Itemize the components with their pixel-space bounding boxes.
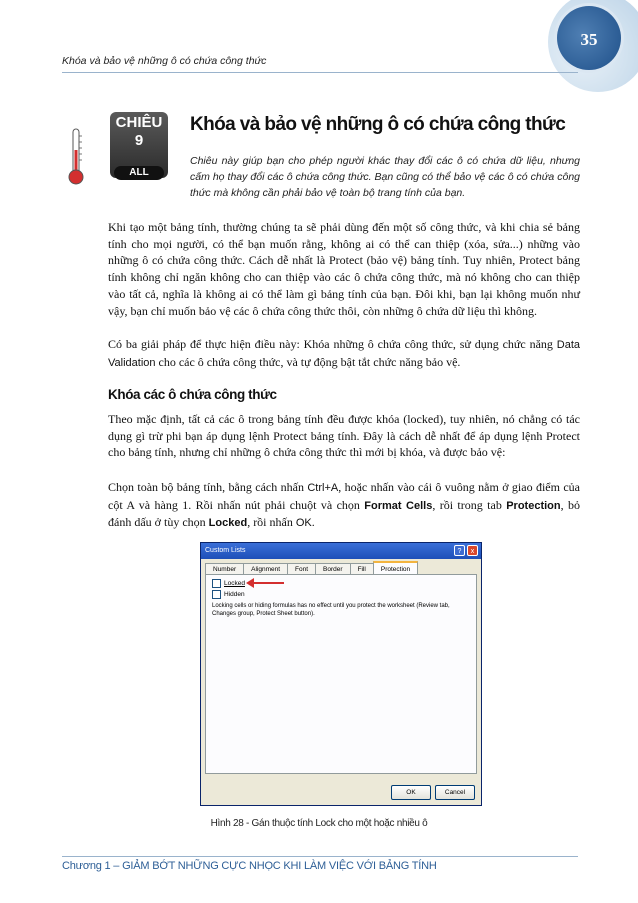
running-header: Khóa và bảo vệ những ô có chứa công thức [62, 55, 267, 67]
locked-checkbox[interactable] [212, 579, 221, 588]
footer-rule [62, 856, 578, 857]
tab-font[interactable]: Font [287, 563, 316, 575]
tab-alignment[interactable]: Alignment [243, 563, 288, 575]
para4-text-b: , hoặc nhấn vào cái ô vuông nằm ở giao điểm của cột A và hàng 1. Rồi nhấn nút phải chuột và chọn [108, 480, 581, 512]
locked-checkbox-row[interactable] [212, 579, 245, 588]
tab-fill[interactable]: Fill [350, 563, 374, 575]
chapter-footer: Chương 1 – GIẢM BỚT NHỮNG CỰC NHỌC KHI LÀM VIỆC VỚI BẢNG TÍNH [62, 860, 437, 872]
tip-description: Chiêu này giúp bạn cho phép người khác thay đổi các ô có chứa dữ liệu, nhưng cấm họ thay đổi các ô chứa công thức. Bạn cũng có thể bảo vệ các ô có chứa công thức mà không cần phải bảo vệ toàn bộ trang tính của bạn. [190, 155, 580, 199]
tip-badge-tag: ALL [114, 166, 164, 180]
para4-text-f: . [311, 515, 315, 530]
tip-title: Khóa và bảo vệ những ô có chứa công thức [190, 114, 566, 135]
body-paragraph-1: Khi tạo một bảng tính, thường chúng ta sẽ phải dùng đến một số công thức, và khi chia sẻ bảng tính cho mọi người, có thể bạn muốn rằng, không ai có thể can thiệp (xóa, sửa...) những vào những ô có chứa công thức. Cách dễ nhất là Protect (bảo vệ) bảng tính. Tuy nhiên, Protect bảng tính không chỉ ngăn không cho can thiệp vào các ô chứa công thức, mà nó không cho can thiệp vào tất cả, nghĩa là không ai có thể làm gì bảng tính của bạn. Đôi khi, bạn lại không muốn như vậy, bạn chỉ muốn bảo vệ các ô chứa công thức thôi, còn những ô chứa dữ liệu thì không. [108, 220, 580, 318]
cancel-button[interactable]: Cancel [435, 785, 475, 800]
ok-term: OK [295, 517, 312, 530]
protection-term: Protection [506, 499, 561, 512]
hidden-checkbox-row[interactable] [212, 590, 245, 599]
section-heading: Khóa các ô chứa công thức [108, 387, 277, 402]
body-paragraph-2 [108, 336, 580, 371]
header-rule [62, 72, 578, 73]
dialog-titlebar [201, 543, 481, 559]
dialog-title: Custom Lists [205, 547, 246, 554]
locked-term: Locked [208, 517, 248, 530]
para2-text-a: Có ba giải pháp để thực hiện điều này: Khóa những ô chứa công thức, sử dụng chức năng [108, 337, 553, 351]
tab-protection[interactable]: Protection [373, 561, 418, 575]
tip-badge-word: CHIÊU [115, 114, 163, 131]
page-number: 35 [580, 30, 598, 49]
hidden-label: Hidden [224, 591, 245, 598]
ctrl-a-shortcut: Ctrl+A [307, 482, 339, 494]
ok-button[interactable]: OK [391, 785, 431, 800]
para2-text-c: cho các ô chứa công thức, và tự động bật tắt chức năng bảo vệ. [158, 354, 461, 369]
protection-note: Locking cells or hiding formulas has no effect until you protect the worksheet (Review tab, Changes group, Protect Sheet button). [212, 603, 450, 617]
para4-text-d: , bỏ đánh dấu ở tùy chọn [108, 497, 581, 530]
tip-badge-number: 9 [134, 132, 144, 149]
close-icon[interactable]: x [467, 545, 478, 556]
locked-label: Locked [224, 580, 245, 587]
tip-badge-label [114, 114, 164, 154]
figure-caption: Hình 28 - Gán thuộc tính Lock cho một hoặc nhiều ô [210, 818, 428, 829]
para4-text-e: , rồi nhấn [247, 515, 293, 530]
help-icon[interactable]: ? [454, 545, 465, 556]
data-validation-term: Data Validation [108, 339, 581, 369]
tab-border[interactable]: Border [315, 563, 351, 575]
para4-text-c: , rồi trong tab [432, 497, 502, 512]
hidden-checkbox[interactable] [212, 590, 221, 599]
tab-number[interactable]: Number [205, 563, 244, 575]
protection-panel [205, 574, 477, 774]
body-paragraph-4 [108, 479, 580, 532]
para4-text-a: Chọn toàn bộ bảng tính, bằng cách nhấn [108, 480, 304, 494]
thermometer-icon [68, 128, 84, 186]
format-cells-term: Format Cells [364, 499, 433, 512]
body-paragraph-3: Theo mặc định, tất cả các ô trong bảng tính đều được khóa (locked), tuy nhiên, nó chẳng có tác dụng gì trừ phi bạn áp dụng lệnh Protect bảng tính. Đây là cách dễ nhất để áp dụng lệnh Protect cho bảng tính, nhưng chỉ những ô chứa công thức thì mới bị khóa, và được bảo vệ: [108, 412, 580, 460]
format-cells-dialog [200, 542, 482, 806]
dialog-titlebar-buttons [454, 545, 478, 556]
red-arrow-icon [246, 576, 286, 590]
